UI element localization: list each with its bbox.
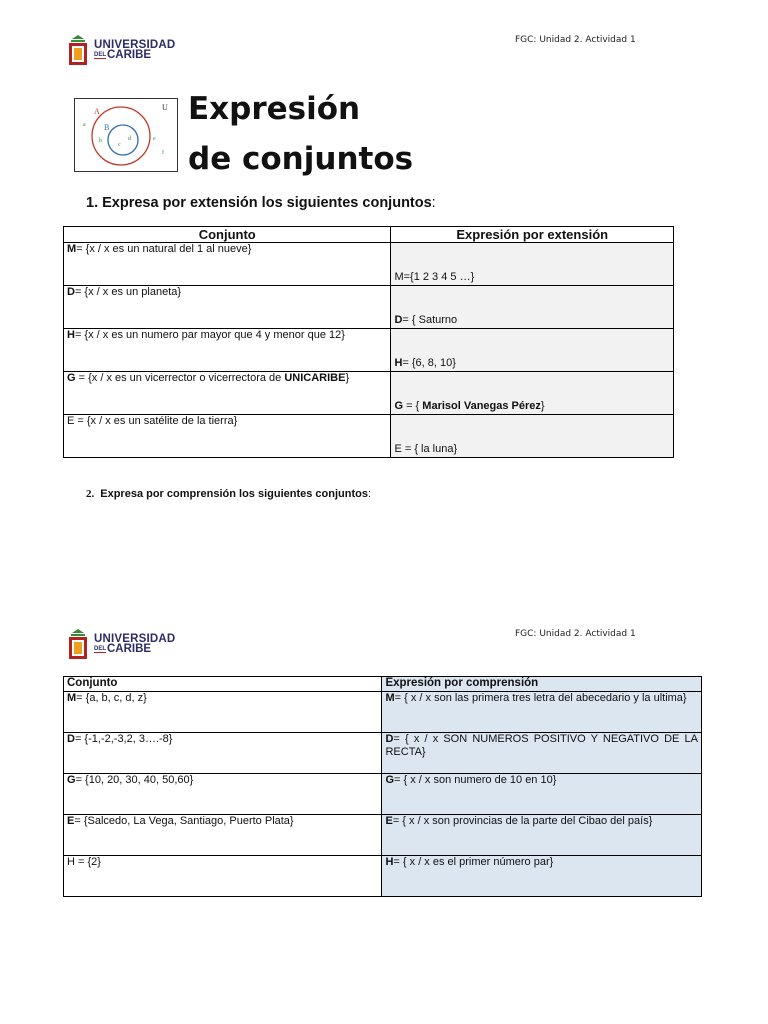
set-cell: H= {x / x es un numero par mayor que 4 y menor que 12}	[64, 329, 391, 372]
table-row	[64, 856, 702, 897]
section2-heading: 2. Expresa por comprensión los siguientes conjuntos:	[86, 488, 372, 500]
table-row	[64, 774, 702, 815]
table-row	[64, 372, 674, 415]
table-row	[64, 286, 674, 329]
answer-cell[interactable]: E= { x / x son provincias de la parte del Cibao del país}	[382, 815, 702, 856]
logo-text-caribe: CARIBE	[107, 643, 152, 656]
answer-cell[interactable]: G= { x / x son numero de 10 en 10}	[382, 774, 702, 815]
set-cell: E= {Salcedo, La Vega, Santiago, Puerto Plata}	[64, 815, 382, 856]
extension-table	[63, 226, 674, 458]
university-logo	[68, 34, 175, 66]
logo-text-universidad: UNIVERSIDAD	[94, 632, 176, 645]
logo-emblem-icon	[68, 34, 88, 66]
table-row	[64, 415, 674, 458]
venn-label-b: b	[99, 138, 102, 144]
table-row	[64, 815, 702, 856]
table-row	[64, 329, 674, 372]
answer-cell[interactable]: H= { x / x es el primer número par}	[382, 856, 702, 897]
set-cell: M= {a, b, c, d, z}	[64, 692, 382, 733]
venn-label-B: B	[104, 123, 110, 132]
table-row	[64, 692, 702, 733]
set-cell: E = {x / x es un satélite de la tierra}	[64, 415, 391, 458]
venn-label-a: a	[83, 122, 86, 128]
column-header-conjunto: Conjunto	[64, 677, 382, 692]
table-row	[64, 733, 702, 774]
logo-text-del: DEL	[94, 645, 106, 652]
set-cell: D= {x / x es un planeta}	[64, 286, 391, 329]
answer-cell[interactable]: D= { x / x SON NUMEROS POSITIVO Y NEGATIVO DE LA RECTA}	[382, 733, 702, 774]
set-cell: H = {2}	[64, 856, 382, 897]
answer-cell[interactable]: M={1 2 3 4 5 …}	[391, 243, 674, 286]
answer-cell[interactable]: D= { Saturno	[391, 286, 674, 329]
course-reference: FGC: Unidad 2. Actividad 1	[515, 35, 636, 45]
answer-cell[interactable]: E = { la luna}	[391, 415, 674, 458]
venn-diagram	[74, 98, 178, 177]
set-cell: D= {-1,-2,-3,2, 3….-8}	[64, 733, 382, 774]
table-header-row	[64, 677, 702, 692]
answer-cell[interactable]: G = { Marisol Vanegas Pérez}	[391, 372, 674, 415]
page-title-line2: de conjuntos	[188, 141, 414, 177]
page-title-line1: Expresión	[188, 91, 361, 127]
venn-label-c: c	[118, 142, 121, 148]
logo-text-caribe: CARIBE	[107, 49, 152, 62]
page-title	[188, 84, 413, 184]
university-logo-page2	[68, 628, 175, 660]
section1-heading: 1. Expresa por extensión los siguientes conjuntos:	[86, 195, 436, 211]
answer-cell[interactable]: M= { x / x son las primera tres letra del abecedario y la ultima}	[382, 692, 702, 733]
venn-label-f: f	[162, 150, 164, 156]
logo-text-del: DEL	[94, 51, 106, 58]
set-cell: G= {10, 20, 30, 40, 50,60}	[64, 774, 382, 815]
column-header-conjunto: Conjunto	[64, 227, 391, 243]
answer-cell[interactable]: H= {6, 8, 10}	[391, 329, 674, 372]
logo-emblem-icon	[68, 628, 88, 660]
column-header-expresion: Expresión por comprensión	[382, 677, 702, 692]
venn-label-d: d	[128, 136, 131, 142]
set-cell: M= {x / x es un natural del 1 al nueve}	[64, 243, 391, 286]
table-row	[64, 243, 674, 286]
column-header-expresion: Expresión por extensión	[391, 227, 674, 243]
venn-label-A: A	[94, 107, 100, 116]
course-reference-page2: FGC: Unidad 2. Actividad 1	[515, 629, 636, 639]
table-header-row	[64, 227, 674, 243]
logo-text-universidad: UNIVERSIDAD	[94, 38, 176, 51]
comprehension-table	[63, 676, 702, 897]
set-cell: G = {x / x es un vicerrector o vicerrectora de UNICARIBE}	[64, 372, 391, 415]
venn-label-U: U	[162, 103, 168, 112]
venn-label-e: e	[153, 136, 156, 142]
